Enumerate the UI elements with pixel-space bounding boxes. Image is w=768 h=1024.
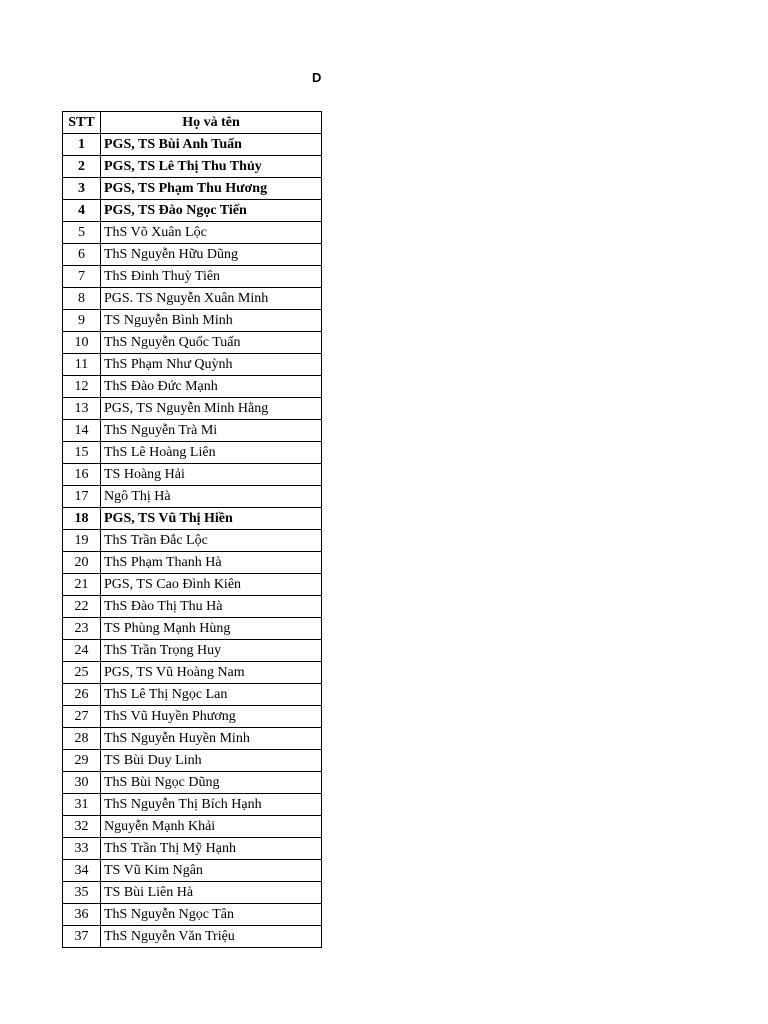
- row-name: ThS Nguyễn Ngọc Tân: [101, 904, 322, 926]
- row-stt: 29: [63, 750, 101, 772]
- row-stt: 6: [63, 244, 101, 266]
- header-name: Họ và tên: [101, 112, 322, 134]
- table-row: [63, 860, 322, 882]
- header-stt: STT: [63, 112, 101, 134]
- row-stt: 24: [63, 640, 101, 662]
- row-stt: 36: [63, 904, 101, 926]
- table-row: [63, 508, 322, 530]
- row-stt: 12: [63, 376, 101, 398]
- row-stt: 9: [63, 310, 101, 332]
- table-row: [63, 904, 322, 926]
- table-row: [63, 618, 322, 640]
- row-name: ThS Đào Đức Mạnh: [101, 376, 322, 398]
- row-name: ThS Phạm Như Quỳnh: [101, 354, 322, 376]
- row-name: ThS Nguyễn Trà Mi: [101, 420, 322, 442]
- table-row: [63, 596, 322, 618]
- row-stt: 5: [63, 222, 101, 244]
- row-name: ThS Vũ Huyền Phương: [101, 706, 322, 728]
- table-row: [63, 376, 322, 398]
- table-row: [63, 882, 322, 904]
- row-stt: 11: [63, 354, 101, 376]
- row-stt: 28: [63, 728, 101, 750]
- row-stt: 14: [63, 420, 101, 442]
- row-name: TS Bùi Duy Linh: [101, 750, 322, 772]
- table-row: [63, 794, 322, 816]
- table-row: [63, 530, 322, 552]
- row-stt: 13: [63, 398, 101, 420]
- document-heading: D: [312, 70, 322, 85]
- row-stt: 33: [63, 838, 101, 860]
- row-name: ThS Nguyễn Hữu Dũng: [101, 244, 322, 266]
- row-name: TS Phùng Mạnh Hùng: [101, 618, 322, 640]
- row-name: ThS Đinh Thuỳ Tiên: [101, 266, 322, 288]
- table-row: [63, 706, 322, 728]
- row-name: TS Hoàng Hải: [101, 464, 322, 486]
- table-row: [63, 200, 322, 222]
- row-name: PGS, TS Bùi Anh Tuấn: [101, 134, 322, 156]
- table-row: [63, 222, 322, 244]
- row-stt: 15: [63, 442, 101, 464]
- table-row: [63, 552, 322, 574]
- row-stt: 3: [63, 178, 101, 200]
- table-row: [63, 354, 322, 376]
- row-name: Nguyễn Mạnh Khải: [101, 816, 322, 838]
- row-name: PGS, TS Vũ Thị Hiền: [101, 508, 322, 530]
- row-name: ThS Nguyễn Thị Bích Hạnh: [101, 794, 322, 816]
- row-name: PGS, TS Đào Ngọc Tiến: [101, 200, 322, 222]
- row-name: TS Nguyễn Bình Minh: [101, 310, 322, 332]
- row-stt: 31: [63, 794, 101, 816]
- table-row: [63, 244, 322, 266]
- row-name: TS Bùi Liên Hà: [101, 882, 322, 904]
- table-row: [63, 464, 322, 486]
- table-row: [63, 134, 322, 156]
- row-name: ThS Nguyễn Quốc Tuấn: [101, 332, 322, 354]
- table-header-row: [63, 112, 322, 134]
- table-body: [63, 134, 322, 948]
- table-row: [63, 816, 322, 838]
- row-stt: 16: [63, 464, 101, 486]
- row-stt: 35: [63, 882, 101, 904]
- row-name: ThS Nguyễn Văn Triệu: [101, 926, 322, 948]
- row-name: PGS. TS Nguyễn Xuân Minh: [101, 288, 322, 310]
- table-row: [63, 728, 322, 750]
- row-name: PGS, TS Cao Đình Kiên: [101, 574, 322, 596]
- table-row: [63, 310, 322, 332]
- row-name: ThS Bùi Ngọc Dũng: [101, 772, 322, 794]
- staff-table: [62, 111, 322, 948]
- row-name: ThS Nguyễn Huyền Minh: [101, 728, 322, 750]
- row-stt: 22: [63, 596, 101, 618]
- table-row: [63, 398, 322, 420]
- row-stt: 4: [63, 200, 101, 222]
- table-row: [63, 420, 322, 442]
- row-stt: 10: [63, 332, 101, 354]
- row-stt: 21: [63, 574, 101, 596]
- row-name: ThS Võ Xuân Lộc: [101, 222, 322, 244]
- table-row: [63, 574, 322, 596]
- row-stt: 1: [63, 134, 101, 156]
- table-row: [63, 266, 322, 288]
- table-row: [63, 332, 322, 354]
- row-name: ThS Trần Đắc Lộc: [101, 530, 322, 552]
- row-name: ThS Lê Thị Ngọc Lan: [101, 684, 322, 706]
- table-row: [63, 838, 322, 860]
- row-name: PGS, TS Lê Thị Thu Thủy: [101, 156, 322, 178]
- row-name: ThS Trần Thị Mỹ Hạnh: [101, 838, 322, 860]
- row-stt: 2: [63, 156, 101, 178]
- row-name: PGS, TS Nguyễn Minh Hằng: [101, 398, 322, 420]
- row-stt: 18: [63, 508, 101, 530]
- row-stt: 7: [63, 266, 101, 288]
- table-row: [63, 750, 322, 772]
- row-stt: 30: [63, 772, 101, 794]
- table-row: [63, 442, 322, 464]
- row-stt: 20: [63, 552, 101, 574]
- row-stt: 26: [63, 684, 101, 706]
- table-row: [63, 486, 322, 508]
- table-row: [63, 684, 322, 706]
- table-row: [63, 288, 322, 310]
- row-stt: 37: [63, 926, 101, 948]
- row-name: ThS Phạm Thanh Hà: [101, 552, 322, 574]
- row-stt: 32: [63, 816, 101, 838]
- table-row: [63, 178, 322, 200]
- row-name: Ngô Thị Hà: [101, 486, 322, 508]
- row-name: PGS, TS Phạm Thu Hương: [101, 178, 322, 200]
- row-stt: 19: [63, 530, 101, 552]
- row-name: ThS Trần Trọng Huy: [101, 640, 322, 662]
- row-name: TS Vũ Kim Ngân: [101, 860, 322, 882]
- table-row: [63, 156, 322, 178]
- row-stt: 17: [63, 486, 101, 508]
- row-name: ThS Lê Hoàng Liên: [101, 442, 322, 464]
- row-name: ThS Đào Thị Thu Hà: [101, 596, 322, 618]
- table-row: [63, 772, 322, 794]
- row-stt: 34: [63, 860, 101, 882]
- row-stt: 25: [63, 662, 101, 684]
- row-name: PGS, TS Vũ Hoàng Nam: [101, 662, 322, 684]
- table-row: [63, 640, 322, 662]
- row-stt: 27: [63, 706, 101, 728]
- row-stt: 23: [63, 618, 101, 640]
- row-stt: 8: [63, 288, 101, 310]
- table-row: [63, 662, 322, 684]
- table-row: [63, 926, 322, 948]
